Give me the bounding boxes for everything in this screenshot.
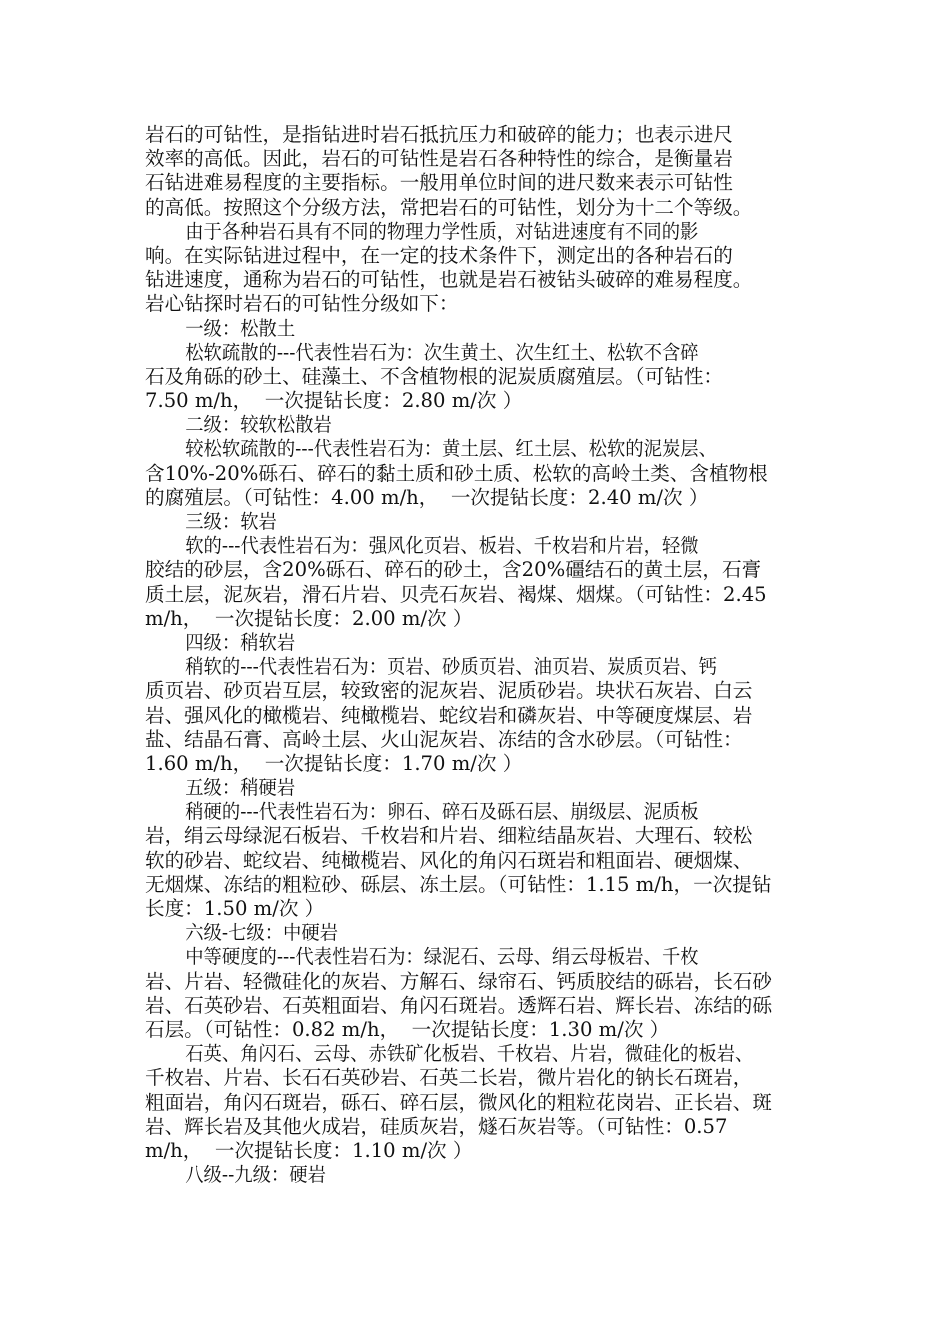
- text-line: 的腐殖层。（可钻性：4.00 m/h， 一次提钻长度：2.40 m/次 ）: [145, 485, 709, 509]
- text-line: 质页岩、砂页岩互层，较致密的泥灰岩、泥质砂岩。块状石灰岩、白云: [145, 679, 753, 703]
- text-line: 软的砂岩、蛇纹岩、纯橄榄岩、风化的角闪石斑岩和粗面岩、硬烟煤、: [145, 848, 753, 872]
- text-line: 三级：软岩: [185, 510, 277, 533]
- text-line: 7.50 m/h， 一次提钻长度：2.80 m/次 ）: [145, 389, 523, 413]
- text-line: m/h， 一次提钻长度：2.00 m/次 ）: [145, 606, 473, 630]
- text-line: 长度：1.50 m/次 ）: [145, 897, 325, 920]
- text-line: 含10%-20%砾石、碎石的黏土质和砂土质、松软的高岭土类、含植物根: [145, 461, 768, 485]
- text-line: 二级：较软松散岩: [185, 413, 332, 437]
- text-line: 响。在实际钻进过程中，在一定的技术条件下，测定出的各种岩石的: [145, 243, 733, 267]
- text-line: 四级：稍软岩: [185, 630, 296, 654]
- text-line: 较松软疏散的---代表性岩石为：黄土层、红土层、松软的泥炭层、: [185, 437, 717, 461]
- text-line: 千枚岩、片岩、长石石英砂岩、石英二长岩，微片岩化的钠长石斑岩，: [145, 1066, 753, 1090]
- text-line: 石及角砾的砂土、硅藻土、不含植物根的泥炭质腐殖层。（可钻性：: [145, 364, 724, 388]
- text-line: 的高低。按照这个分级方法，常把岩石的可钻性，划分为十二个等级。: [145, 195, 753, 219]
- text-line: 稍硬的---代表性岩石为：卵石、碎石及砾石层、崩级层、泥质板: [185, 800, 699, 824]
- text-line: 无烟煤、冻结的粗粒砂、砾层、冻土层。（可钻性：1.15 m/h，一次提钻: [145, 872, 772, 896]
- text-line: 岩、强风化的橄榄岩、纯橄榄岩、蛇纹岩和磷灰岩、中等硬度煤层、岩: [145, 703, 753, 727]
- text-line: 六级-七级：中硬岩: [185, 921, 339, 945]
- text-line: 稍软的---代表性岩石为：页岩、砂质页岩、油页岩、炭质页岩、钙: [185, 655, 717, 679]
- text-line: 岩石的可钻性，是指钻进时岩石抵抗压力和破碎的能力；也表示进尺: [145, 123, 733, 146]
- text-line: 岩，绢云母绿泥石板岩、千枚岩和片岩、细粒结晶灰岩、大理石、较松: [145, 824, 753, 848]
- text-line: 岩心钻探时岩石的可钻性分级如下：: [145, 292, 459, 316]
- text-line: 松软疏散的---代表性岩石为：次生黄土、次生红土、松软不含碎: [185, 340, 699, 364]
- text-line: 中等硬度的---代表性岩石为：绿泥石、云母、绢云母板岩、千枚: [185, 945, 699, 969]
- text-line: 效率的高低。因此，岩石的可钻性是岩石各种特性的综合，是衡量岩: [145, 147, 733, 171]
- text-line: 一级：松散土: [185, 316, 296, 340]
- text-line: 质土层，泥灰岩，滑石片岩、贝壳石灰岩、褐煤、烟煤。（可钻性：2.45: [145, 582, 767, 606]
- text-line: 软的---代表性岩石为：强风化页岩、板岩、千枚岩和片岩，轻微: [185, 534, 699, 558]
- text-line: 胶结的砂层，含20%砾石、碎石的砂土，含20%礓结石的黄土层，石膏: [145, 558, 762, 582]
- text-line: 五级：稍硬岩: [185, 776, 296, 800]
- text-line: m/h， 一次提钻长度：1.10 m/次 ）: [145, 1138, 473, 1162]
- text-line: 八级--九级：硬岩: [185, 1163, 326, 1187]
- text-line: 由于各种岩石具有不同的物理力学性质，对钻进速度有不同的影: [185, 219, 699, 243]
- text-line: 1.60 m/h， 一次提钻长度：1.70 m/次 ）: [145, 751, 523, 775]
- document-body: [145, 123, 810, 1187]
- text-line: 岩、辉长岩及其他火成岩，硅质灰岩，燧石灰岩等。（可钻性：0.57: [145, 1114, 728, 1138]
- text-line: 岩、片岩、轻微硅化的灰岩、方解石、绿帘石、钙质胶结的砾岩，长石砂: [145, 969, 772, 993]
- text-line: 石层。（可钻性：0.82 m/h， 一次提钻长度：1.30 m/次 ）: [145, 1017, 670, 1041]
- text-line: 石英、角闪石、云母、赤铁矿化板岩、千枚岩、片岩，微硅化的板岩、: [185, 1042, 754, 1066]
- text-line: 石钻进难易程度的主要指标。一般用单位时间的进尺数来表示可钻性: [145, 171, 733, 195]
- text-line: 盐、结晶石膏、高岭土层、火山泥灰岩、冻结的含水砂层。（可钻性：: [145, 727, 743, 751]
- text-line: 钻进速度，通称为岩石的可钻性，也就是岩石被钻头破碎的难易程度。: [145, 268, 753, 292]
- text-line: 粗面岩，角闪石斑岩，砾石、碎石层，微风化的粗粒花岗岩、正长岩、斑: [145, 1090, 772, 1114]
- text-line: 岩、石英砂岩、石英粗面岩、角闪石斑岩。透辉石岩、辉长岩、冻结的砾: [145, 993, 772, 1017]
